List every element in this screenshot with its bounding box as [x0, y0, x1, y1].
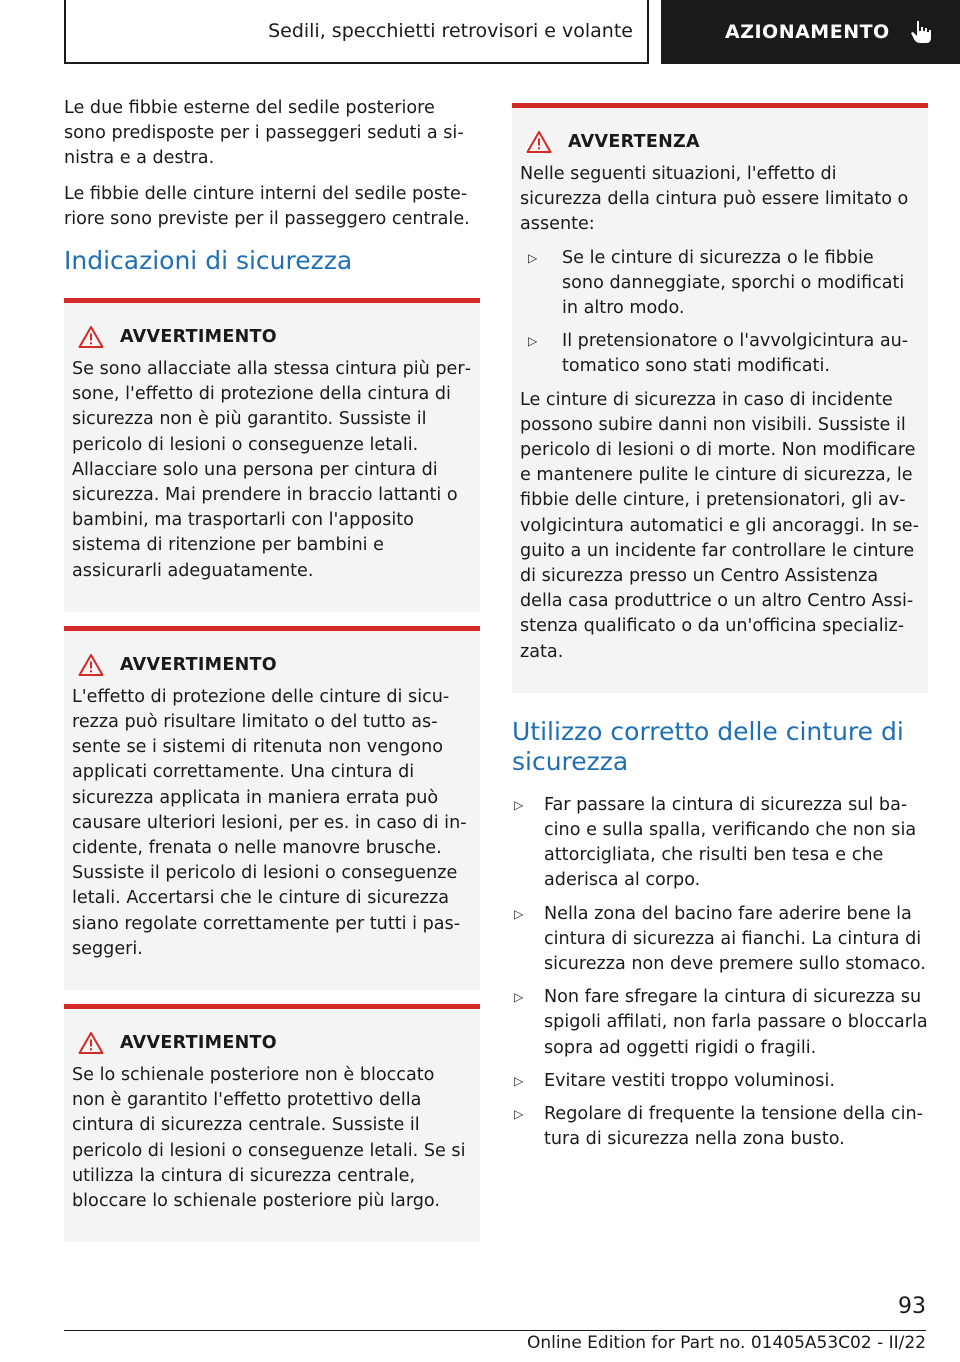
triangle-bullet-icon: ▷: [528, 250, 538, 265]
caution-list: [520, 246, 920, 380]
triangle-bullet-icon: ▷: [514, 990, 524, 1005]
warning-box: [64, 298, 480, 612]
left-column: [64, 96, 480, 1242]
warning-header: [78, 653, 472, 677]
intro-paragraph-2: Le fibbie delle cinture interni del sedile posteriore sono previste per il passeggero centrale.: [64, 183, 470, 229]
warning-triangle-icon: [78, 325, 104, 349]
caution-text: Le cinture di sicurezza in caso di incidente possono subire danni non visibili. Sussiste il pericolo di lesioni o di morte. Non modificare e mantenere pulite le cinture di sicurezza, le fibbie delle cinture, i pretensionatori, gli avvolgicintura automatici e gli ancoraggi. In seguito a un incidente far controllare le cinture di sicurezza presso un Centro Assistenza della casa produttrice o un altro Centro Assistenza qualificato o da un'officina specializzata.: [520, 389, 919, 662]
warning-header: [78, 325, 472, 349]
header-chapter-tab[interactable]: [661, 0, 960, 64]
hand-pointer-icon: [908, 19, 934, 45]
list-item-text: Nella zona del bacino fare aderire bene la cintura di sicurezza ai fianchi. La cintura di sicurezza non deve premere sullo stomaco.: [544, 903, 926, 975]
list-item: [512, 902, 928, 978]
list-item: [520, 246, 920, 322]
triangle-bullet-icon: ▷: [514, 906, 524, 921]
section-heading-belt-usage: Utilizzo corretto delle cinture di sicurezza: [512, 716, 904, 776]
header-section-title: [64, 0, 649, 64]
list-item: [512, 985, 928, 1061]
caution-title: AVVERTENZA: [568, 132, 700, 152]
warning-triangle-icon: [526, 130, 552, 154]
warning-title: AVVERTIMENTO: [120, 1033, 277, 1054]
list-item-text: Se le cinture di sicurezza o le fibbie sono danneggiate, sporchi o modificati in altro modo.: [562, 247, 905, 319]
belt-usage-list: [512, 793, 928, 1153]
list-item-text: Evitare vestiti troppo voluminosi.: [544, 1070, 835, 1091]
right-column: [512, 103, 928, 1161]
list-item-text: Regolare di frequente la tensione della cintura di sicurezza nella zona busto.: [544, 1104, 923, 1150]
warning-triangle-icon: [78, 653, 104, 677]
warning-title: AVVERTIMENTO: [120, 654, 277, 675]
warning-box: [64, 626, 480, 990]
footer-divider: [64, 1330, 926, 1331]
warning-text: Se sono allacciate alla stessa cintura più persone, l'effetto di protezione della cintura di sicurezza non è più garantito. Sussiste il pericolo di lesioni o conseguenze letali. Allacciare solo una persona per cintura di sicurezza. Mai prendere in braccio lattanti o bambini, ma trasportarli con l'apposito sistema di ritenzione per bambini e assicurarli adeguatamente.: [72, 359, 471, 581]
triangle-bullet-icon: ▷: [514, 797, 524, 812]
triangle-bullet-icon: ▷: [528, 334, 538, 349]
list-item: [512, 1102, 928, 1152]
triangle-bullet-icon: ▷: [514, 1073, 524, 1088]
warning-text: Se lo schienale posteriore non è bloccato non è garantito l'effetto protettivo della cintura di sicurezza centrale. Sussiste il pericolo di lesioni o conseguenze letali. Se si utilizza la cintura di sicurezza centrale, bloccare lo schienale posteriore più largo.: [72, 1065, 466, 1212]
footer-edition: Online Edition for Part no. 01405A53C02 - II/22: [526, 1333, 926, 1353]
page-number: 93: [898, 1294, 926, 1319]
warning-header: [78, 1031, 472, 1055]
caution-intro: Nelle seguenti situazioni, l'effetto di sicurezza della cintura può essere limitato o assente:: [520, 164, 909, 235]
chapter-title: AZIONAMENTO: [725, 21, 890, 43]
section-heading-safety: Indicazioni di sicurezza: [64, 246, 353, 276]
caution-header: [526, 130, 920, 154]
warning-text: L'effetto di protezione delle cinture di sicurezza può risultare limitato o del tutto assente se i sistemi di ritenuta non vengono applicati correttamente. Una cintura di sicurezza applicata in maniera errata può causare ulteriori lesioni, per es. in caso di incidente, frenata o nelle manovre brusche. Sussiste il pericolo di lesioni o conseguenze letali. Accertarsi che le cinture di sicurezza siano regolate correttamente per tutti i passeggeri.: [72, 686, 467, 959]
warning-triangle-icon: [78, 1031, 104, 1055]
section-title: Sedili, specchietti retrovisori e volante: [268, 20, 633, 42]
warning-title: AVVERTIMENTO: [120, 327, 277, 348]
intro-paragraph-1: Le due fibbie esterne del sedile posteriore sono predisposte per i passeggeri seduti a sinistra e a destra.: [64, 98, 464, 169]
list-item: [512, 793, 928, 894]
list-item: [520, 329, 920, 379]
caution-box: [512, 103, 928, 693]
list-item: [512, 1069, 928, 1094]
list-item-text: Far passare la cintura di sicurezza sul bacino e sulla spalla, verificando che non sia attorcigliata, che risulti ben tesa e che aderisca al corpo.: [544, 794, 917, 891]
list-item-text: Il pretensionatore o l'avvolgicintura automatico sono stati modificati.: [562, 331, 909, 377]
warning-box: [64, 1004, 480, 1242]
triangle-bullet-icon: ▷: [514, 1107, 524, 1122]
list-item-text: Non fare sfregare la cintura di sicurezza su spigoli affilati, non farla passare o bloccarla sopra ad oggetti rigidi o fragili.: [544, 987, 928, 1058]
